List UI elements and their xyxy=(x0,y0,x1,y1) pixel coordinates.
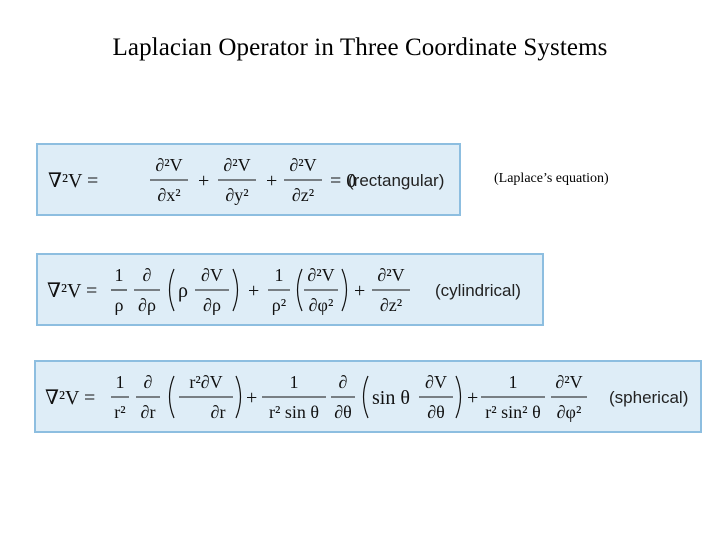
f1-denominator: r² xyxy=(114,402,126,422)
right-paren xyxy=(233,269,238,311)
f5-denominator: ∂θ xyxy=(334,402,352,422)
plus-sign: + xyxy=(198,170,210,192)
f3-denominator: ∂r xyxy=(210,402,226,422)
lhs: ∇²V = xyxy=(47,280,98,302)
f1-denominator: ρ xyxy=(114,295,124,315)
plus-sign: + xyxy=(248,280,260,302)
plus-sign: + xyxy=(266,170,278,192)
f6-numerator: ∂V xyxy=(425,372,447,392)
left-paren xyxy=(170,269,175,311)
lhs: ∇²V = xyxy=(45,387,96,409)
f1-numerator: 1 xyxy=(114,265,124,285)
lhs: ∇²V = xyxy=(48,170,99,192)
f2-denominator: ∂ρ xyxy=(138,295,156,315)
f4-denominator: r² sin θ xyxy=(268,402,320,422)
right-paren xyxy=(236,376,241,418)
f3-denominator: ∂ρ xyxy=(203,295,221,315)
right-paren xyxy=(342,269,347,311)
laplace-equation-note: (Laplace’s equation) xyxy=(494,171,609,186)
inner-factor: ρ xyxy=(178,280,188,302)
left-paren xyxy=(364,376,369,418)
term1-denominator: ∂x² xyxy=(157,185,181,205)
f2-numerator: ∂ xyxy=(143,372,153,392)
spherical-label: (spherical) xyxy=(609,388,689,407)
rectangular-label: (rectangular) xyxy=(348,171,445,190)
f7-denominator: r² sin² θ xyxy=(485,402,541,422)
f4-denominator: ρ² xyxy=(271,295,287,315)
f2-numerator: ∂ xyxy=(142,265,152,285)
f5-denominator: ∂φ² xyxy=(308,295,334,315)
term3-denominator: ∂z² xyxy=(291,185,315,205)
f5-numerator: ∂ xyxy=(338,372,348,392)
spherical-equation-box xyxy=(34,360,702,433)
right-paren xyxy=(456,376,461,418)
cylindrical-equation xyxy=(38,255,546,328)
f5-numerator: ∂²V xyxy=(307,265,335,285)
cylindrical-equation-box xyxy=(36,253,544,326)
f6-denominator: ∂z² xyxy=(379,295,403,315)
plus-sign: + xyxy=(354,280,366,302)
f2-denominator: ∂r xyxy=(140,402,156,422)
rhs: = 0 xyxy=(330,170,357,192)
f6-denominator: ∂θ xyxy=(427,402,445,422)
cylindrical-label: (cylindrical) xyxy=(435,281,521,300)
f8-numerator: ∂²V xyxy=(555,372,583,392)
f3-numerator: r²∂V xyxy=(189,372,223,392)
f6-numerator: ∂²V xyxy=(377,265,405,285)
term2-denominator: ∂y² xyxy=(225,185,249,205)
f3-numerator: ∂V xyxy=(201,265,223,285)
f1-numerator: 1 xyxy=(115,372,125,392)
f4-numerator: 1 xyxy=(289,372,299,392)
f4-numerator: 1 xyxy=(274,265,284,285)
term1-numerator: ∂²V xyxy=(155,155,183,175)
plus-sign: + xyxy=(467,387,479,409)
spherical-equation xyxy=(36,362,704,435)
rectangular-equation-box xyxy=(36,143,461,216)
plus-sign: + xyxy=(246,387,258,409)
slide-title: Laplacian Operator in Three Coordinate Systems xyxy=(112,34,608,61)
rectangular-equation xyxy=(38,145,463,218)
term3-numerator: ∂²V xyxy=(289,155,317,175)
left-paren xyxy=(170,376,175,418)
inner-factor: sin θ xyxy=(372,387,410,409)
f8-denominator: ∂φ² xyxy=(556,402,582,422)
left-paren xyxy=(298,269,303,311)
f7-numerator: 1 xyxy=(508,372,518,392)
term2-numerator: ∂²V xyxy=(223,155,251,175)
